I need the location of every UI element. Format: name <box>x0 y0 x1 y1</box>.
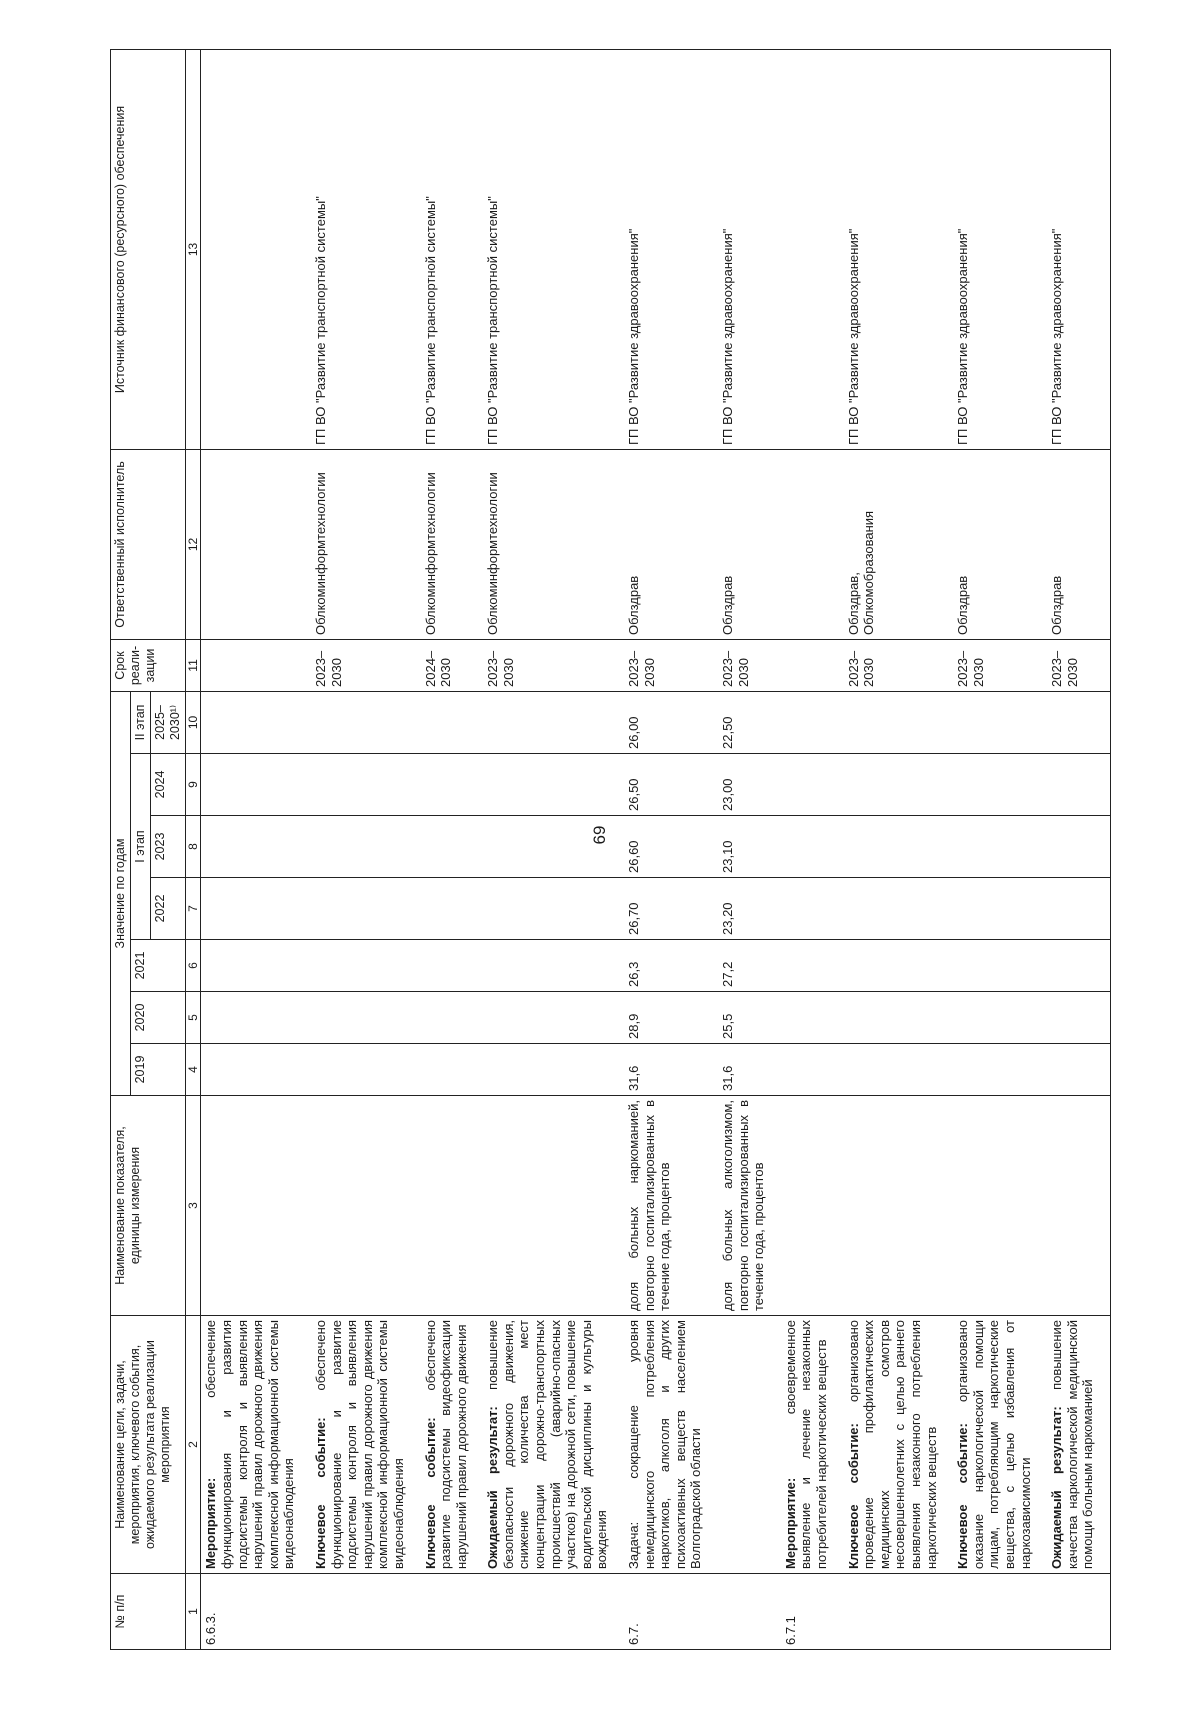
footnote-mark: ¹⁾ <box>168 704 182 713</box>
value-2024 <box>781 754 844 816</box>
row-responsible: Облздрав <box>953 449 1047 639</box>
row-number: 6.7. <box>624 1574 718 1650</box>
value-2024 <box>421 754 484 816</box>
value-2025 <box>483 691 624 753</box>
row-number <box>844 1574 954 1650</box>
header-2025-2030 <box>151 691 186 753</box>
table-header <box>111 49 201 1649</box>
row-responsible <box>781 449 844 639</box>
value-2023: 23,10 <box>718 816 781 878</box>
row-text: Задача: сокращение уровня немедицинского потребления наркотиков, алкоголя и других психоактивных веществ населением Волгоградской области <box>626 1320 704 1569</box>
table-row <box>1047 49 1110 1649</box>
value-2022 <box>1047 878 1110 940</box>
value-2025: 26,00 <box>624 691 718 753</box>
row-label: Ожидаемый результат: <box>1049 1406 1065 1569</box>
value-2024 <box>844 754 954 816</box>
value-2025 <box>311 691 421 753</box>
value-2025 <box>421 691 484 753</box>
value-2025 <box>201 691 311 753</box>
row-text: обеспечено развитие подсистемы видеофиксации нарушений правил дорожного движения <box>422 1320 469 1569</box>
value-2024 <box>311 754 421 816</box>
value-2020 <box>421 992 484 1044</box>
value-2019 <box>201 1044 311 1096</box>
value-2022 <box>844 878 954 940</box>
row-label: Мероприятие: <box>782 1477 798 1569</box>
table-row <box>718 49 781 1649</box>
table-row <box>844 49 954 1649</box>
column-number: 11 <box>186 639 201 691</box>
column-number: 3 <box>186 1096 201 1316</box>
column-number: 2 <box>186 1316 201 1574</box>
value-2020 <box>483 992 624 1044</box>
table-row <box>781 49 844 1649</box>
value-2021: 26,3 <box>624 940 718 992</box>
value-2020: 28,9 <box>624 992 718 1044</box>
row-label: Ключевое событие: <box>955 1423 971 1569</box>
value-2023 <box>421 816 484 878</box>
row-indicator <box>781 1096 844 1316</box>
row-number: 6.7.1 <box>781 1574 844 1650</box>
row-indicator <box>953 1096 1047 1316</box>
header-2024: 2024 <box>151 754 186 816</box>
value-2021: 27,2 <box>718 940 781 992</box>
row-source: ГП ВО "Развитие транспортной системы" <box>483 49 624 449</box>
value-2021 <box>421 940 484 992</box>
row-term <box>781 639 844 691</box>
value-2019 <box>844 1044 954 1096</box>
value-2023: 26,60 <box>624 816 718 878</box>
header-name: Наименование цели, задачи, мероприятия, ключевого события, ожидаемого результата реализации мероприятия <box>111 1316 186 1574</box>
row-text: обеспечение функционирования и развития подсистемы контроля и выявления нарушений правил дорожного движения комплексной информационной системы видеонаблюдения <box>203 1320 297 1569</box>
value-2021 <box>483 940 624 992</box>
value-2020: 25,5 <box>718 992 781 1044</box>
row-source <box>781 49 844 449</box>
row-indicator <box>1047 1096 1110 1316</box>
row-term: 2024–2030 <box>421 639 484 691</box>
row-name <box>781 1316 844 1574</box>
value-2023 <box>781 816 844 878</box>
table-body <box>201 49 1111 1649</box>
column-number: 13 <box>186 49 201 449</box>
header-2019: 2019 <box>131 1044 186 1096</box>
row-term <box>201 639 311 691</box>
row-label: Ожидаемый результат: <box>485 1406 501 1569</box>
value-2022: 26,70 <box>624 878 718 940</box>
value-2023 <box>311 816 421 878</box>
value-2021 <box>844 940 954 992</box>
row-name <box>844 1316 954 1574</box>
row-source: ГП ВО "Развитие здравоохранения" <box>1047 49 1110 449</box>
row-name <box>421 1316 484 1574</box>
row-indicator <box>844 1096 954 1316</box>
header-2022: 2022 <box>151 878 186 940</box>
table-row <box>624 49 718 1649</box>
row-number <box>483 1574 624 1650</box>
column-number: 1 <box>186 1574 201 1650</box>
row-name <box>718 1316 781 1574</box>
column-number: 12 <box>186 449 201 639</box>
value-2025 <box>953 691 1047 753</box>
value-2020 <box>781 992 844 1044</box>
row-name <box>201 1316 311 1574</box>
table-row <box>483 49 624 1649</box>
column-number-row <box>186 49 201 1649</box>
value-2019 <box>421 1044 484 1096</box>
row-name <box>624 1316 718 1574</box>
header-stage-1: I этап <box>131 754 151 940</box>
row-term: 2023–2030 <box>844 639 954 691</box>
row-indicator <box>483 1096 624 1316</box>
row-responsible: Облздрав <box>1047 449 1110 639</box>
value-2022: 23,20 <box>718 878 781 940</box>
row-source: ГП ВО "Развитие транспортной системы" <box>421 49 484 449</box>
header-values: Значение по годам <box>111 691 131 1095</box>
value-2024: 26,50 <box>624 754 718 816</box>
row-text: организовано оказание наркологической помощи лицам, потребляющим наркотические вещества, с целью избавления от наркозависимости <box>955 1320 1033 1569</box>
header-no: № п/п <box>111 1574 186 1650</box>
value-2022 <box>421 878 484 940</box>
value-2022 <box>483 878 624 940</box>
value-2025 <box>844 691 954 753</box>
row-number <box>953 1574 1047 1650</box>
column-number: 10 <box>186 691 201 753</box>
row-term: 2023–2030 <box>624 639 718 691</box>
value-2023 <box>953 816 1047 878</box>
row-term: 2023–2030 <box>953 639 1047 691</box>
row-text: повышение безопасности дорожного движения, снижение количества мест концентрации дорожно-транспортных происшествий (аварийно-опасных участков) на дорожной сети, повышение водительской дисциплины и культуры вождения <box>485 1319 610 1569</box>
value-2019 <box>483 1044 624 1096</box>
header-indicator: Наименование показателя, единицы измерения <box>111 1096 186 1316</box>
value-2021 <box>781 940 844 992</box>
row-name <box>1047 1316 1110 1574</box>
value-2020 <box>311 992 421 1044</box>
value-2021 <box>1047 940 1110 992</box>
value-2022 <box>201 878 311 940</box>
value-2024: 23,00 <box>718 754 781 816</box>
row-term: 2023–2030 <box>718 639 781 691</box>
value-2023 <box>1047 816 1110 878</box>
row-indicator: доля больных наркоманией, повторно госпитализированных в течение года, процентов <box>624 1096 718 1316</box>
column-number: 7 <box>186 878 201 940</box>
row-indicator <box>311 1096 421 1316</box>
row-responsible: Облкоминформтехнологии <box>311 449 421 639</box>
row-responsible: Облздрав <box>624 449 718 639</box>
row-number <box>421 1574 484 1650</box>
row-indicator: доля больных алкоголизмом, повторно госпитализированных в течение года, процентов <box>718 1096 781 1316</box>
header-term: Срок реали-зации <box>111 639 186 691</box>
row-text: обеспечено функционирование и развитие подсистемы контроля и выявления нарушений правил дорожного движения комплексной информационной системы видеонаблюдения <box>312 1320 406 1569</box>
row-indicator <box>201 1096 311 1316</box>
row-number: 6.6.3. <box>201 1574 311 1650</box>
row-text: организовано проведение профилактических медицинских осмотров несовершеннолетних с целью раннего выявления незаконного потребления наркотических веществ <box>845 1320 939 1569</box>
row-number <box>718 1574 781 1650</box>
row-responsible: Облкоминформтехнологии <box>483 449 624 639</box>
value-2021 <box>311 940 421 992</box>
value-2019: 31,6 <box>624 1044 718 1096</box>
row-responsible: Облздрав <box>718 449 781 639</box>
header-2020: 2020 <box>131 992 186 1044</box>
value-2019 <box>953 1044 1047 1096</box>
program-table <box>110 49 1111 1650</box>
row-term: 2023–2030 <box>483 639 624 691</box>
value-2024 <box>201 754 311 816</box>
table-row <box>953 49 1047 1649</box>
header-source: Источник финансового (ресурсного) обеспечения <box>111 49 186 449</box>
row-label: Мероприятие: <box>203 1477 219 1569</box>
value-2025 <box>781 691 844 753</box>
row-source: ГП ВО "Развитие здравоохранения" <box>844 49 954 449</box>
row-name <box>311 1316 421 1574</box>
row-name <box>483 1316 624 1574</box>
value-2022 <box>781 878 844 940</box>
value-2025 <box>1047 691 1110 753</box>
table-row <box>311 49 421 1649</box>
row-source: ГП ВО "Развитие транспортной системы" <box>311 49 421 449</box>
rotated-table-sheet <box>110 50 1150 1650</box>
table-row <box>421 49 484 1649</box>
value-2021 <box>953 940 1047 992</box>
value-2019 <box>311 1044 421 1096</box>
row-text: повышение качества наркологической медицинской помощи больным наркоманией <box>1049 1319 1096 1569</box>
value-2020 <box>201 992 311 1044</box>
header-2025-2030-label: 2025–2030 <box>153 705 182 741</box>
row-responsible: Облкоминформтехнологии <box>421 449 484 639</box>
row-source: ГП ВО "Развитие здравоохранения" <box>953 49 1047 449</box>
header-responsible: Ответственный исполнитель <box>111 449 186 639</box>
row-source: ГП ВО "Развитие здравоохранения" <box>718 49 781 449</box>
value-2022 <box>311 878 421 940</box>
column-number: 5 <box>186 992 201 1044</box>
column-number: 8 <box>186 816 201 878</box>
header-stage-2: II этап <box>131 691 151 753</box>
row-term: 2023–2030 <box>311 639 421 691</box>
value-2024 <box>953 754 1047 816</box>
row-number <box>311 1574 421 1650</box>
table-row <box>201 49 311 1649</box>
value-2024 <box>483 754 624 816</box>
row-label: Ключевое событие: <box>312 1417 328 1569</box>
row-name <box>953 1316 1047 1574</box>
header-2021: 2021 <box>131 940 186 992</box>
value-2022 <box>953 878 1047 940</box>
header-2023: 2023 <box>151 816 186 878</box>
row-source: ГП ВО "Развитие здравоохранения" <box>624 49 718 449</box>
row-responsible: Облздрав, Облкомобразования <box>844 449 954 639</box>
row-number <box>1047 1574 1110 1650</box>
row-indicator <box>421 1096 484 1316</box>
column-number: 4 <box>186 1044 201 1096</box>
row-term: 2023–2030 <box>1047 639 1110 691</box>
value-2019: 31,6 <box>718 1044 781 1096</box>
row-responsible <box>201 449 311 639</box>
row-text: своевременное выявление и лечение незаконных потребителей наркотических веществ <box>782 1320 829 1569</box>
value-2023 <box>844 816 954 878</box>
value-2019 <box>781 1044 844 1096</box>
value-2023 <box>201 816 311 878</box>
page-number: 69 <box>590 825 609 845</box>
row-label: Ключевое событие: <box>422 1417 438 1569</box>
value-2021 <box>201 940 311 992</box>
row-source <box>201 49 311 449</box>
value-2020 <box>844 992 954 1044</box>
value-2020 <box>953 992 1047 1044</box>
value-2020 <box>1047 992 1110 1044</box>
value-2024 <box>1047 754 1110 816</box>
column-number: 6 <box>186 940 201 992</box>
value-2025: 22,50 <box>718 691 781 753</box>
row-label: Ключевое событие: <box>845 1423 861 1569</box>
value-2023 <box>483 816 624 878</box>
column-number: 9 <box>186 754 201 816</box>
value-2019 <box>1047 1044 1110 1096</box>
